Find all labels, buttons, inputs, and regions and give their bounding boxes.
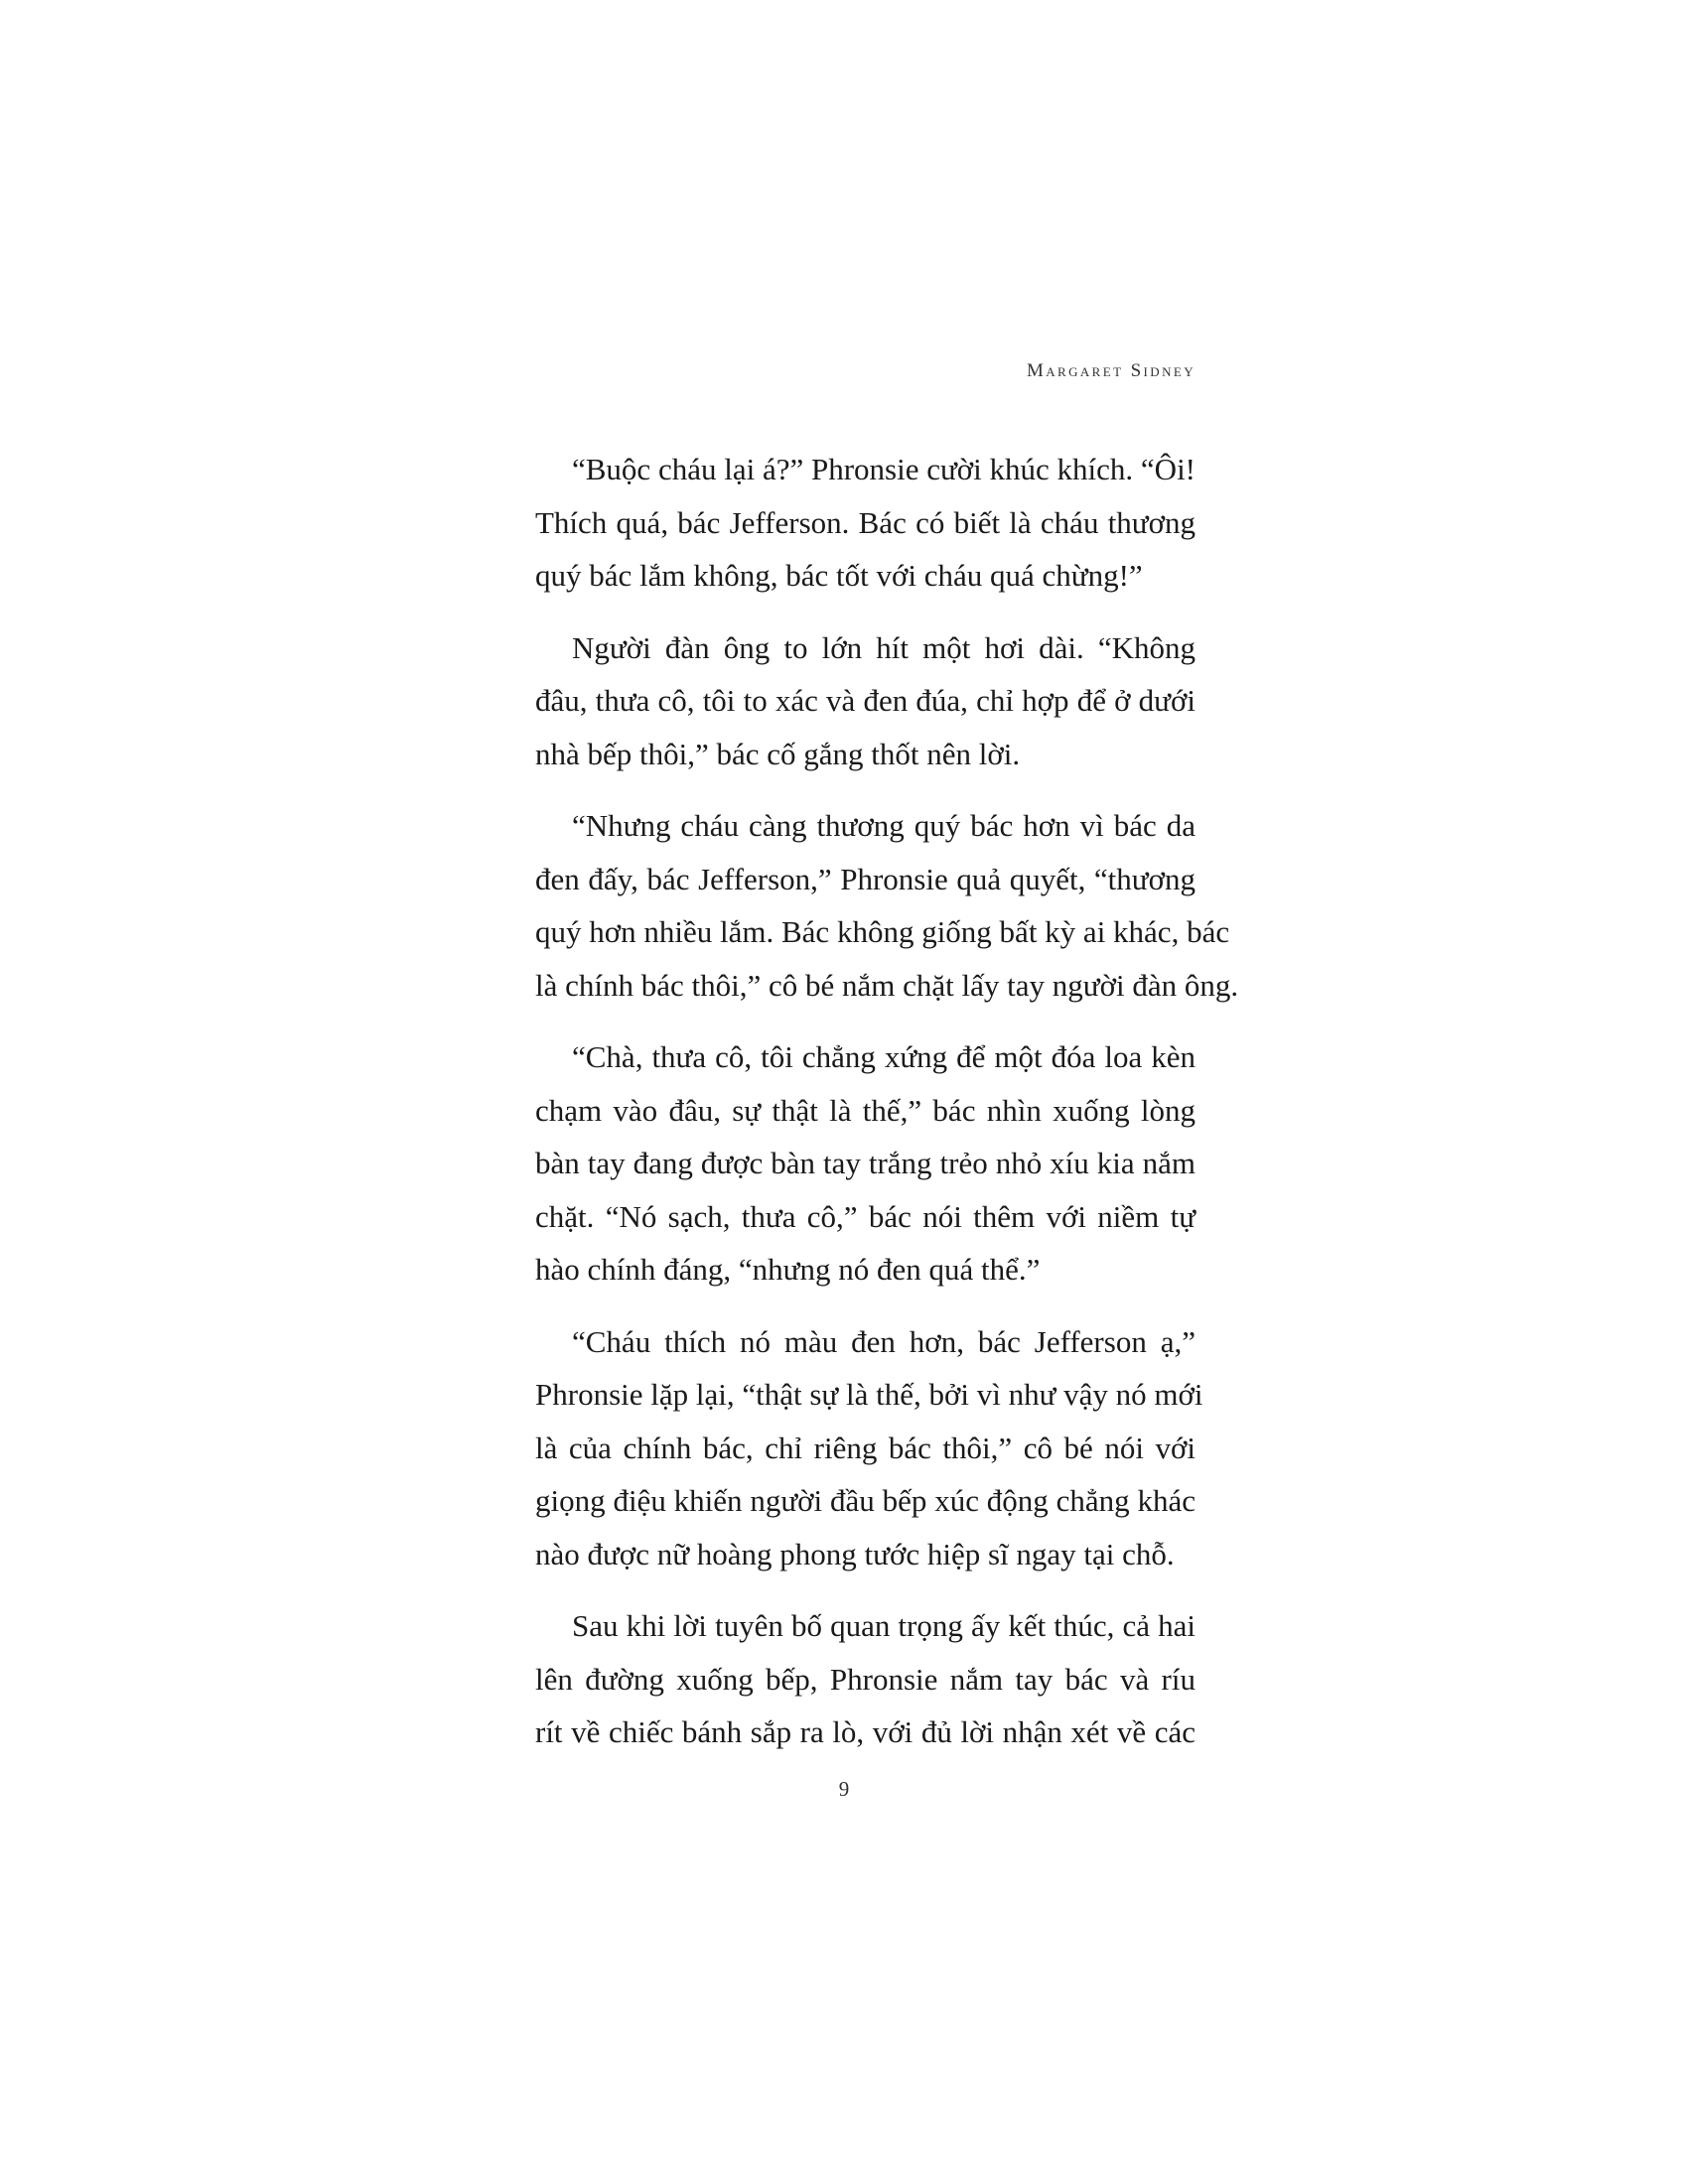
paragraph [498,1315,1203,1581]
body-text [498,443,1239,1759]
text-line: “Cháu thích nó màu đen hơn, bác Jefferson ạ,” [572,1323,1196,1359]
text-line: quý bác lắm không, bác tốt với cháu quá chừng!” [535,558,1143,593]
text-line: Phronsie lặp lại, “thật sự là thế, bởi vì như vậy nó mới [535,1377,1203,1412]
page-number: 9 [838,1777,850,1801]
running-header-author: Margaret Sidney [1026,360,1196,381]
text-line: bàn tay đang được bàn tay trắng trẻo nhỏ xíu kia nắm [535,1146,1196,1180]
text-line: “Chà, thưa cô, tôi chẳng xứng để một đóa loa kèn [572,1039,1196,1074]
paragraph [498,621,1196,781]
text-line: “Nhưng cháu càng thương quý bác hơn vì bác da [572,808,1196,843]
text-line: chạm vào đâu, sự thật là thế,” bác nhìn xuống lòng [535,1092,1196,1128]
text-line: đâu, thưa cô, tôi to xác và đen đúa, chỉ hợp để ở dưới [535,683,1196,718]
text-line: nhà bếp thôi,” bác cố gắng thốt nên lời. [535,736,1021,771]
text-line: lên đường xuống bếp, Phronsie nắm tay bác và ríu [535,1661,1196,1697]
paragraph [498,1030,1196,1297]
text-line: Người đàn ông to lớn hít một hơi dài. “Không [572,629,1196,665]
text-line: là của chính bác, chỉ riêng bác thôi,” cô bé nói với [535,1430,1196,1465]
text-line: nào được nữ hoàng phong tước hiệp sĩ ngay tại chỗ. [535,1536,1175,1571]
text-line: “Buộc cháu lại á?” Phronsie cười khúc khích. “Ôi! [572,452,1196,486]
text-line: chặt. “Nó sạch, thưa cô,” bác nói thêm với niềm tự [535,1198,1196,1234]
text-line: Sau khi lời tuyên bố quan trọng ấy kết thúc, cả hai [572,1608,1196,1643]
text-line: rít về chiếc bánh sắp ra lò, với đủ lời nhận xét về các [535,1714,1196,1749]
paragraph [498,1599,1196,1759]
text-line: hào chính đáng, “nhưng nó đen quá thể.” [535,1252,1041,1287]
text-line: là chính bác thôi,” cô bé nắm chặt lấy tay người đàn ông. [535,967,1239,1003]
paragraph [498,799,1239,1012]
text-line: quý hơn nhiều lắm. Bác không giống bất kỳ ai khác, bác [535,914,1230,949]
text-line: Thích quá, bác Jefferson. Bác có biết là cháu thương [535,504,1196,540]
paragraph [498,443,1196,603]
text-line: đen đấy, bác Jefferson,” Phronsie quả quyết, “thương [535,861,1196,896]
text-line: giọng điệu khiến người đầu bếp xúc động chẳng khác [535,1483,1196,1518]
